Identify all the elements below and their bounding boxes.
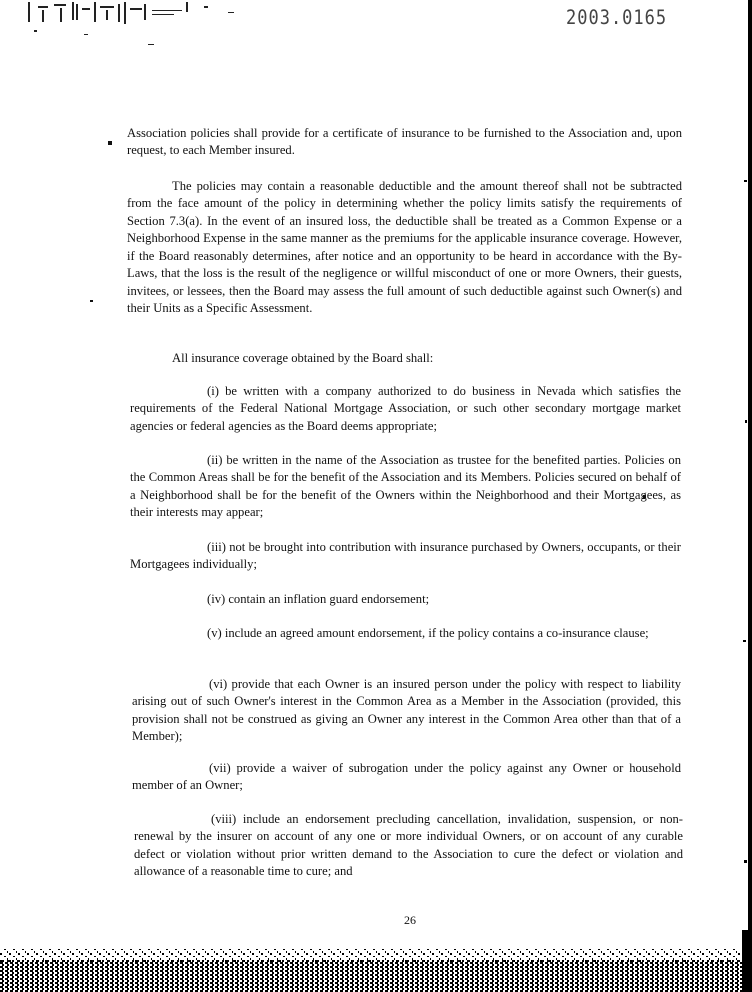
- scan-artifact-header: [24, 0, 239, 48]
- paragraph-coverage-intro: All insurance coverage obtained by the Board shall:: [172, 350, 434, 365]
- list-item-iv: (iv) contain an inflation guard endorsement;: [207, 591, 430, 606]
- scan-speck: [108, 141, 112, 145]
- page-number: 26: [404, 913, 416, 927]
- paragraph-certificate: Association policies shall provide for a certificate of insurance to be furnished to the Association and, upon request, to each Member insured.: [127, 125, 682, 158]
- list-item-viii: (viii) include an endorsement precluding cancellation, invalidation, suspension, or non-renewal by the insurer on account of any one or more individual Owners, or on account of any curable defect or violation without prior written demand to the Association to cure the defect or violation and allowance of a reasonable time to cure; and: [134, 811, 683, 879]
- list-item-iii: (iii) not be brought into contribution with insurance purchased by Owners, occupants, or their Mortgagees individually;: [130, 539, 681, 572]
- scan-artifact-right-edge: [742, 0, 752, 992]
- list-item-ii: (ii) be written in the name of the Association as trustee for the benefited parties. Policies on the Common Areas shall be for the benefit of the Association and its Members. Policies secured on behalf of a Neighborhood shall be for the benefit of the Owners within the Neighborhood and their Mortgagees, as their interests may appear;: [130, 452, 681, 520]
- scan-speck: [90, 300, 93, 302]
- list-item-vi: (vi) provide that each Owner is an insured person under the policy with respect to liability arising out of such Owner's interest in the Common Area as a Member in the Association (provided, this provision shall not be construed as giving an Owner any interest in the Common Area other than that of a Member);: [132, 676, 681, 744]
- paragraph-deductible: The policies may contain a reasonable deductible and the amount thereof shall not be subtracted from the face amount of the policy in determining whether the policy limits satisfy the requirements of Section 7.3(a). In the event of an insured loss, the deductible shall be treated as a Common Expense or a Neighborhood Expense in the same manner as the premiums for the applicable insurance coverage. However, if the Board reasonably determines, after notice and an opportunity to be heard in accordance with the By-Laws, that the loss is the result of the negligence or willful misconduct of one or more Owners, their guests, invitees, or lessees, then the Board may assess the full amount of such deductible against such Owner(s) and their Units as a Specific Assessment.: [127, 178, 682, 316]
- scan-artifact-footer: [0, 946, 752, 992]
- document-stamp-number: 2003.0165: [566, 6, 668, 30]
- list-item-v: (v) include an agreed amount endorsement, if the policy contains a co-insurance clause;: [207, 625, 649, 640]
- list-item-i: (i) be written with a company authorized to do business in Nevada which satisfies the requirements of the Federal National Mortgage Association, or such other secondary mortgage market agencies or federal agencies as the Board deems appropriate;: [130, 383, 681, 433]
- list-item-vii: (vii) provide a waiver of subrogation under the policy against any Owner or household member of an Owner;: [132, 760, 681, 793]
